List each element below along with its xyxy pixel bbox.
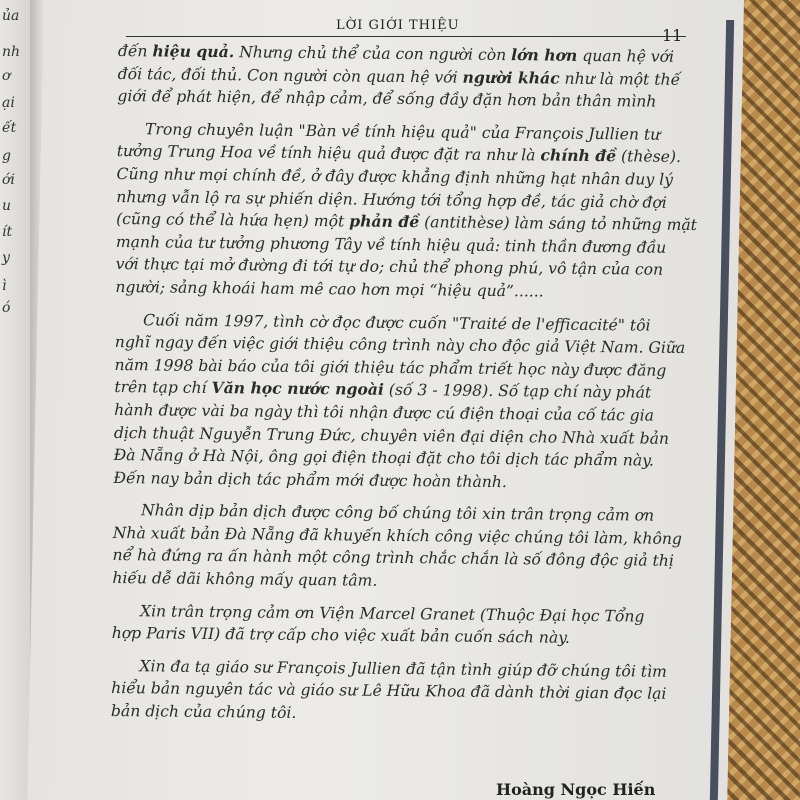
text-segment: năm 1998 bài báo của tôi giới thiệu tác phẩm triết học này được đăng bbox=[114, 355, 667, 380]
text-segment: Xin trân trọng cảm ơn Viện Marcel Granet (Thuộc Đại học Tổng bbox=[139, 601, 645, 626]
left-page-fragment: ết bbox=[2, 120, 17, 136]
bold-term: lớn hơn bbox=[511, 45, 578, 65]
text-segment: nghĩ ngay đến việc giới thiệu công trình này cho độc giả Việt Nam. Giữa bbox=[114, 333, 686, 358]
text-segment: Xin đa tạ giáo sư François Jullien đã tận tình giúp đỡ chúng tôi tìm bbox=[139, 657, 667, 681]
body-text bbox=[111, 40, 698, 729]
text-segment: dịch thuật Nguyễn Trung Đức, chuyên viên đại diện cho Nhà xuất bản bbox=[113, 423, 670, 448]
text-segment: bản dịch của chúng tôi. bbox=[110, 701, 297, 722]
page-number: 11 bbox=[662, 26, 683, 45]
text-segment: người; sảng khoái ham mê cao hơn mọi “hiệu quả”...... bbox=[115, 277, 544, 301]
text-segment: hiếu dễ dãi không mấy quan tâm. bbox=[112, 569, 378, 590]
left-page-fragment: ó bbox=[2, 300, 11, 316]
text-segment: Trong chuyên luận "Bàn về tính hiệu quả" của François Jullien tư bbox=[144, 120, 661, 144]
text-segment: nhưng vẫn lộ ra sự phiến diện. Hướng tới tổng hợp đề, tác giả chờ đợi bbox=[116, 187, 667, 212]
text-segment: giới để phát hiện, để nhập cảm, để sống đầy đặn hơn bản thân mình bbox=[117, 87, 657, 111]
left-page-edge bbox=[0, 0, 30, 800]
left-page-fragment: ì bbox=[2, 278, 7, 294]
paragraph bbox=[111, 655, 692, 729]
left-page-fragment: g bbox=[2, 148, 11, 164]
text-segment: đến bbox=[117, 41, 153, 61]
paragraph bbox=[117, 40, 698, 114]
text-segment: Đến nay bản dịch tác phẩm mới được hoàn thành. bbox=[113, 468, 507, 491]
running-header bbox=[96, 18, 696, 36]
text-segment: hiểu bản nguyên tác và giáo sư Lê Hữu Khoa đã dành thời gian đọc lại bbox=[111, 679, 667, 704]
author-signature: Hoàng Ngọc Hiến bbox=[496, 780, 656, 799]
left-page-fragment: y bbox=[2, 250, 10, 266]
text-segment: quan hệ với bbox=[577, 46, 675, 66]
text-segment: Cũng như mọi chính đề, ở đây được khẳng định những hạt nhân duy lý bbox=[116, 164, 674, 189]
text-segment: (số 3 - 1998). Số tạp chí này phát bbox=[383, 381, 652, 402]
bold-term: người khác bbox=[462, 67, 560, 88]
text-segment: trên tạp chí bbox=[114, 378, 212, 398]
left-page-fragment: ít bbox=[2, 224, 13, 240]
paragraph bbox=[113, 309, 695, 496]
paragraph bbox=[112, 499, 693, 595]
text-segment: với thực tại mở đường đi tới tự do; chủ thể phong phú, vô tận của con bbox=[115, 255, 664, 280]
text-segment: như là một thế bbox=[559, 69, 681, 89]
text-segment: đối tác, đối thủ. Con người còn quan hệ với bbox=[117, 64, 463, 87]
text-segment: Đà Nẵng ở Hà Nội, ông gọi điện thoại đặt cho tôi dịch tác phẩm này. bbox=[113, 446, 654, 470]
text-segment: Nhưng chủ thể của con người còn bbox=[234, 43, 512, 65]
text-segment: (cũng có thể là hứa hẹn) một bbox=[116, 210, 350, 231]
bold-term: Văn học nước ngoài bbox=[211, 378, 384, 400]
text-segment: nể hà đứng ra ấn hành một công trình chắc chắn là số đông độc giả thị bbox=[112, 546, 674, 571]
text-segment: Nhân dịp bản dịch được công bố chúng tôi xin trân trọng cảm ơn bbox=[140, 501, 655, 525]
left-page-fragment: ơ bbox=[2, 68, 11, 84]
left-page-fragment: u bbox=[2, 198, 12, 214]
paragraph bbox=[115, 118, 697, 305]
header-rule bbox=[126, 36, 686, 37]
header-title: LỜI GIỚI THIỆU bbox=[336, 18, 460, 33]
left-page-fragment: nh bbox=[2, 44, 21, 60]
text-segment: Nhà xuất bản Đà Nẵng đã khuyến khích công việc chúng tôi làm, không bbox=[112, 523, 683, 548]
text-segment: mạnh của tư tưởng phương Tây về tính hiệu quả: tinh thần đương đầu bbox=[115, 232, 667, 257]
left-page-fragment: ại bbox=[2, 95, 15, 111]
left-page-fragment: ủa bbox=[2, 8, 20, 24]
text-segment: hành được vài ba ngày thì tôi nhận được cú điện thoại của cố tác gia bbox=[114, 400, 655, 425]
text-segment: Cuối năm 1997, tình cờ đọc được cuốn "Traité de l'efficacité" tôi bbox=[142, 310, 651, 335]
bold-term: hiệu quả. bbox=[152, 41, 235, 62]
bold-term: chính đề bbox=[540, 145, 617, 166]
bold-term: phản đề bbox=[349, 211, 420, 232]
paragraph bbox=[112, 600, 692, 651]
text-segment: (thèse). bbox=[616, 147, 682, 167]
text-segment: tưởng Trung Hoa về tính hiệu quả được đặt ra như là bbox=[116, 142, 541, 165]
left-page-fragment: ới bbox=[2, 172, 15, 188]
text-segment: (antithèse) làm sáng tỏ những mặt bbox=[419, 213, 698, 235]
text-segment: hợp Paris VII) đã trợ cấp cho việc xuất bản cuốn sách này. bbox=[111, 624, 570, 648]
